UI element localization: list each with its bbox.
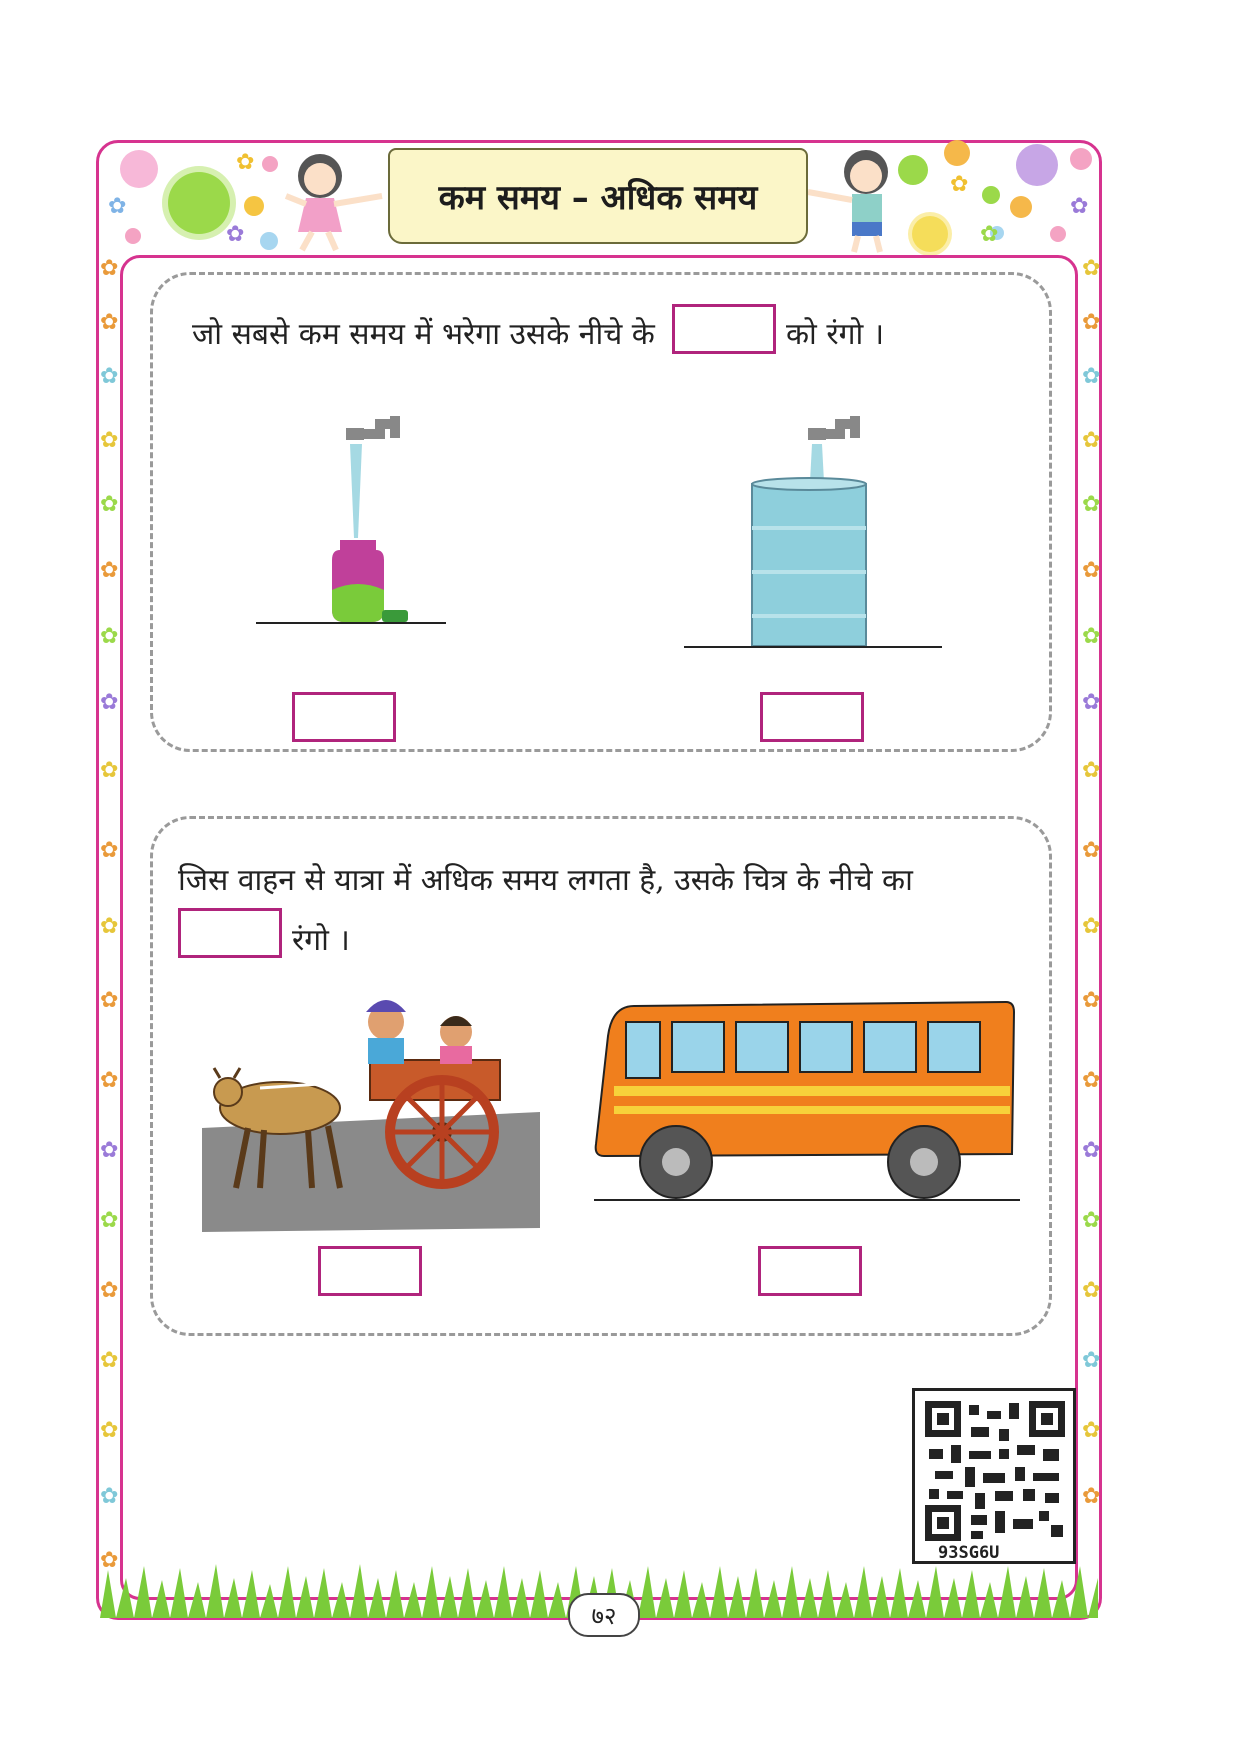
instruction-text-end: को रंगो । [786,317,885,352]
butterfly-icon: ✿ [1070,194,1089,219]
decorative-dot [982,186,1000,204]
bullock-cart-illustration [200,992,544,1236]
answer-box-bullock-cart[interactable] [318,1246,422,1296]
butterfly-icon: ✿ [1082,914,1101,939]
instruction-text-end: रंगो । [292,923,350,958]
instruction-text: जिस वाहन से यात्रा में अधिक समय लगता है, उसके चित्र के नीचे का [178,863,913,898]
instruction-sample-box [178,908,282,958]
butterfly-icon: ✿ [100,1348,119,1373]
butterfly-icon: ✿ [950,172,969,197]
bus-illustration [594,996,1024,1216]
butterfly-icon: ✿ [100,758,119,783]
butterfly-icon: ✿ [100,1278,119,1303]
butterfly-icon: ✿ [1082,256,1101,281]
decorative-dot [125,228,141,244]
butterfly-icon: ✿ [1082,310,1101,335]
page-title-banner [388,148,808,244]
butterfly-icon: ✿ [1082,428,1101,453]
page-title: कम समय – अधिक समय [438,178,758,218]
butterfly-icon: ✿ [1082,1418,1101,1443]
butterfly-icon: ✿ [1082,624,1101,649]
butterfly-icon: ✿ [100,838,119,863]
butterfly-icon: ✿ [1082,364,1101,389]
butterfly-icon: ✿ [100,1548,119,1573]
butterfly-icon: ✿ [100,690,119,715]
instruction-text: जो सबसे कम समय में भरेगा उसके नीचे के [192,317,655,352]
butterfly-icon: ✿ [100,988,119,1013]
decorative-dot [1016,144,1058,186]
butterfly-icon: ✿ [1082,1348,1101,1373]
butterfly-icon: ✿ [100,1208,119,1233]
girl-illustration [278,146,388,256]
qr-code-label: 93SG6U [938,1543,1000,1563]
butterfly-icon: ✿ [1082,492,1101,517]
butterfly-icon: ✿ [1082,988,1101,1013]
butterfly-icon: ✿ [100,624,119,649]
butterfly-icon: ✿ [100,492,119,517]
butterfly-icon: ✿ [1082,1208,1101,1233]
answer-box-bus[interactable] [758,1246,862,1296]
butterfly-icon: ✿ [108,194,127,219]
butterfly-icon: ✿ [236,150,255,175]
decorative-dot [262,156,278,172]
butterfly-icon: ✿ [100,256,119,281]
butterfly-icon: ✿ [1082,558,1101,583]
decorative-dot [1010,196,1032,218]
decorative-dot [912,216,948,252]
bottle-under-tap-illustration [250,410,450,660]
butterfly-icon: ✿ [100,558,119,583]
qr-code[interactable] [912,1388,1076,1564]
butterfly-icon: ✿ [1082,1138,1101,1163]
butterfly-icon: ✿ [100,1418,119,1443]
butterfly-icon: ✿ [1082,838,1101,863]
instruction-sample-box [672,304,776,354]
answer-box-drum[interactable] [760,692,864,742]
butterfly-icon: ✿ [1082,758,1101,783]
butterfly-icon: ✿ [100,914,119,939]
decorative-dot [168,172,230,234]
decorative-dot [1070,148,1092,170]
butterfly-icon: ✿ [100,428,119,453]
boy-illustration [808,144,908,254]
decorative-dot [944,140,970,166]
page-number-text: ७२ [591,1601,617,1630]
decorative-dot [120,150,158,188]
butterfly-icon: ✿ [100,310,119,335]
decorative-dot [260,232,278,250]
butterfly-icon: ✿ [226,222,245,247]
butterfly-icon: ✿ [1082,1278,1101,1303]
qr-pattern [925,1401,1065,1541]
butterfly-icon: ✿ [980,222,999,247]
decorative-dot [244,196,264,216]
butterfly-icon: ✿ [100,364,119,389]
butterfly-icon: ✿ [100,1484,119,1509]
butterfly-icon: ✿ [100,1068,119,1093]
butterfly-icon: ✿ [100,1138,119,1163]
decorative-dot [1050,226,1066,242]
answer-box-bottle[interactable] [292,692,396,742]
butterfly-icon: ✿ [1082,1484,1101,1509]
butterfly-icon: ✿ [1082,1068,1101,1093]
drum-under-tap-illustration [680,410,950,660]
page-number [568,1593,640,1637]
butterfly-icon: ✿ [1082,690,1101,715]
